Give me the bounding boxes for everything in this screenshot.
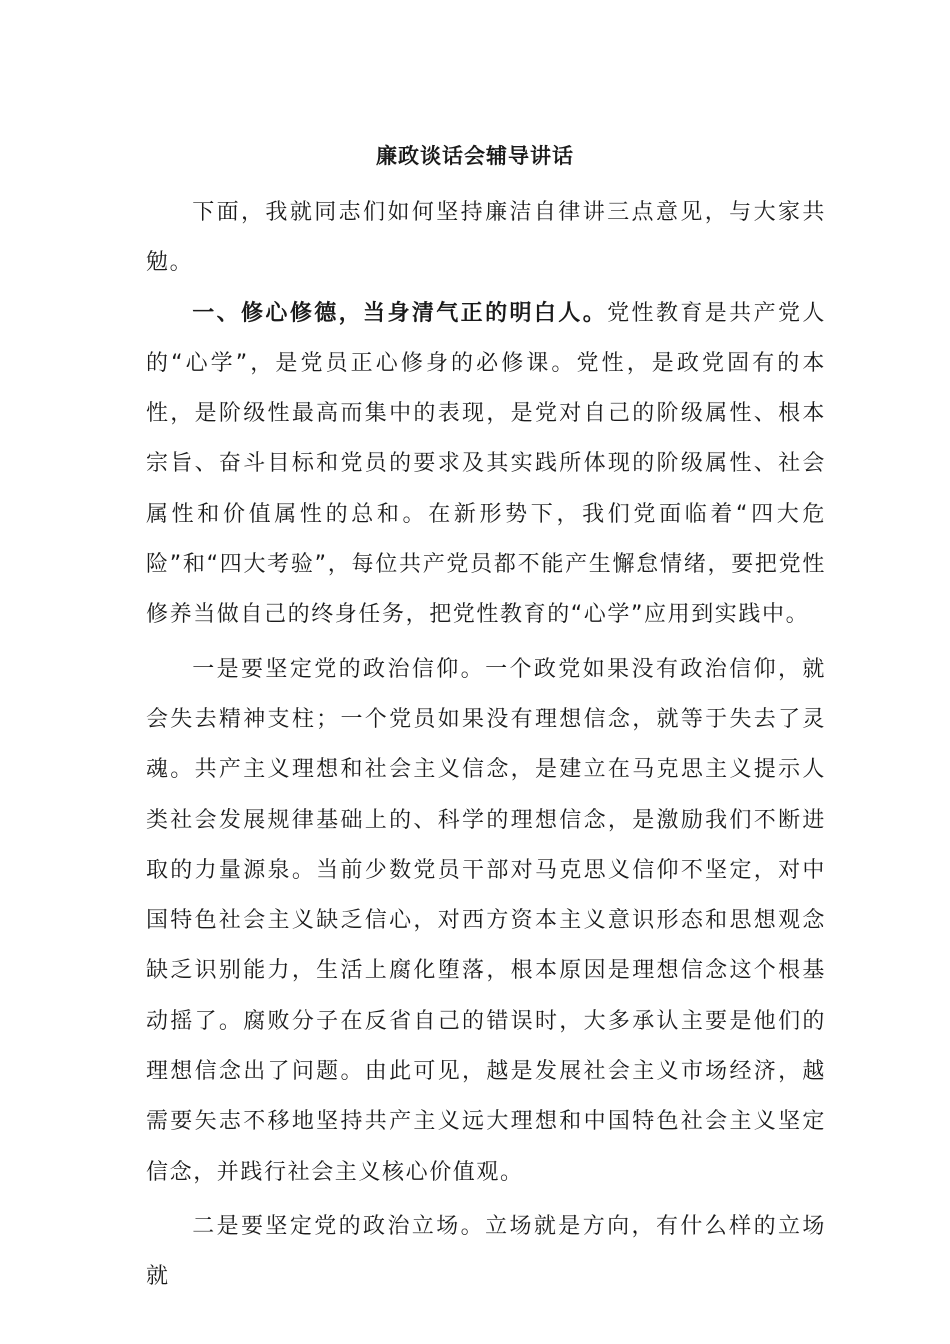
document-body [146,188,826,1303]
intro-paragraph: 下面，我就同志们如何坚持廉洁自律讲三点意见，与大家共勉。 [146,200,826,276]
document-title: 廉政谈话会辅导讲话 [376,144,574,168]
section-one-text: 党性教育是共产党人的“心学”，是党员正心修身的必修课。党性，是政党固有的本性，是阶级性最高而集中的表现，是党对自己的阶级属性、根本宗旨、奋斗目标和党员的要求及其实践所体现的阶级属性、社会属性和价值属性的总和。在新形势下，我们党面临着“四大危险”和“四大考验”，每位共产党员都不能产生懈怠情绪，要把党性修养当做自己的终身任务，把党性教育的“心学”应用到实践中。 [146,300,827,628]
point-one-paragraph: 一是要坚定党的政治信仰。一个政党如果没有政治信仰，就会失去精神支柱；一个党员如果没有理想信念，就等于失去了灵魂。共产主义理想和社会主义信念，是建立在马克思主义提示人类社会发展规律基础上的、科学的理想信念，是激励我们不断进取的力量源泉。当前少数党员干部对马克思义信仰不坚定，对中国特色社会主义缺乏信心，对西方资本主义意识形态和思想观念缺乏识别能力，生活上腐化堕落，根本原因是理想信念这个根基动摇了。腐败分子在反省自己的错误时，大多承认主要是他们的理想信念出了问题。由此可见，越是发展社会主义市场经济，越需要矢志不移地坚持共产主义远大理想和中国特色社会主义坚定信念，并践行社会主义核心价值观。 [146,656,826,1185]
section-one-paragraph [146,289,826,641]
section-one-heading: 一、修心修德，当身清气正的明白人。 [192,300,608,326]
point-two-paragraph: 二是要坚定党的政治立场。立场就是方向，有什么样的立场就 [146,1213,826,1290]
